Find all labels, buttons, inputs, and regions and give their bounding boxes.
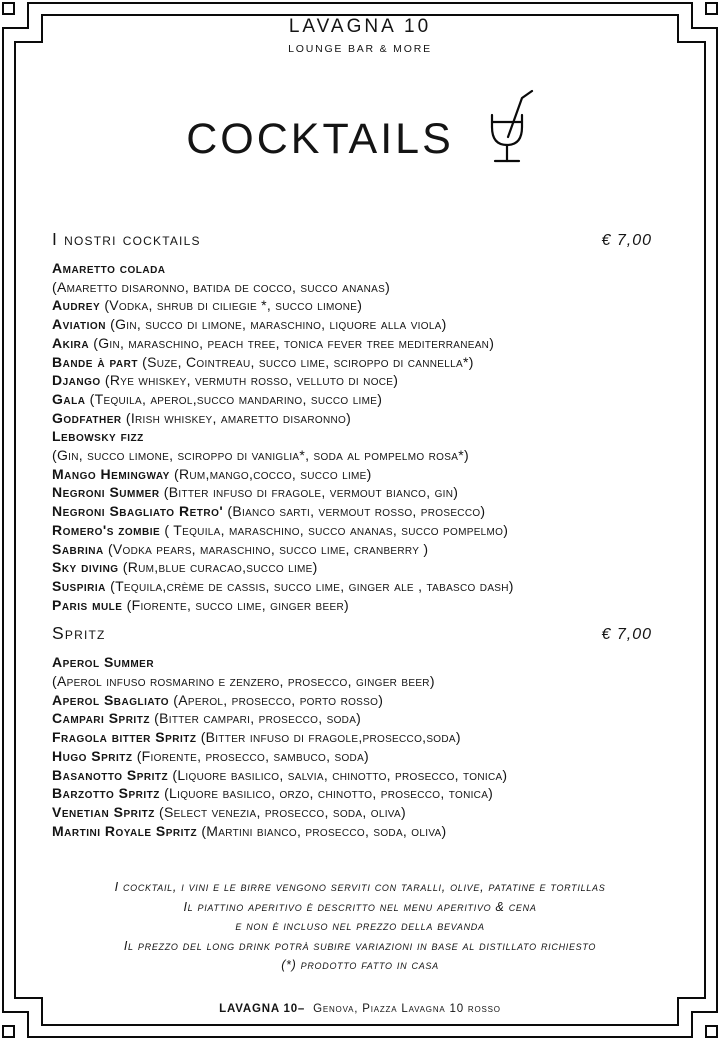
item-name: Negroni Sbagliato Retro' <box>52 503 224 520</box>
page-title-row <box>0 88 720 170</box>
item-ingredients: (Amaretto disaronno, batida de cocco, succo ananas) <box>52 278 391 295</box>
menu-item <box>52 296 652 315</box>
item-ingredients: (Aperol infuso rosmarino e zenzero, prosecco, ginger beer) <box>52 673 435 690</box>
menu-item <box>52 483 652 502</box>
menu-item <box>52 577 652 596</box>
note-line: Il prezzo del long drink potrà subire variazioni in base al distillato richiesto <box>123 938 597 953</box>
item-name: Campari Spritz <box>52 710 150 727</box>
item-name: Godfather <box>52 409 122 426</box>
item-ingredients: (Irish whiskey, amaretto disaronno) <box>125 409 352 426</box>
item-ingredients: (Rum,blue curacao,succo lime) <box>122 559 318 576</box>
item-ingredients: (Aperol, prosecco, porto rosso) <box>173 691 384 708</box>
item-name: Akira <box>52 334 90 351</box>
footer-brand: LAVAGNA 10– <box>219 1003 306 1015</box>
menu-section <box>52 622 652 840</box>
menu-item <box>52 596 652 615</box>
item-ingredients: (Rum,mango,cocco, succo lime) <box>174 465 372 482</box>
item-name: Fragola bitter Spritz <box>52 729 197 746</box>
corner-square-bottom-right <box>706 1026 717 1037</box>
item-ingredients: (Bitter campari, prosecco, soda) <box>154 710 362 727</box>
item-name: Romero's zombie <box>52 521 161 538</box>
menu-item <box>52 558 652 577</box>
menu-item <box>52 259 652 296</box>
section-items <box>52 653 652 840</box>
cocktail-glass-icon <box>484 88 534 170</box>
menu-item <box>52 766 652 785</box>
corner-square-bottom-left <box>3 1026 14 1037</box>
menu-item <box>52 502 652 521</box>
item-ingredients: (Fiorente, succo lime, ginger beer) <box>126 596 349 613</box>
item-name: Sky diving <box>52 559 119 576</box>
corner-square-top-left <box>3 3 14 14</box>
menu-item <box>52 409 652 428</box>
menu-sections <box>52 228 652 840</box>
item-name: Sabrina <box>52 540 104 557</box>
menu-item <box>52 427 652 464</box>
section-items <box>52 259 652 614</box>
item-name: Aviation <box>52 316 106 333</box>
item-name: Aperol Summer <box>52 654 155 671</box>
item-ingredients: (Fiorente, prosecco, sambuco, soda) <box>136 747 370 764</box>
item-ingredients: (Gin, succo limone, sciroppo di vaniglia*, soda al pompelmo rosa*) <box>52 447 469 464</box>
item-name: Aperol Sbagliato <box>52 691 170 708</box>
item-name: Barzotto Spritz <box>52 785 160 802</box>
brand-name: LAVAGNA 10 <box>288 16 432 37</box>
menu-notes <box>15 878 705 976</box>
item-ingredients: (Vodka pears, maraschino, succo lime, cranberry ) <box>107 540 429 557</box>
item-ingredients: (Martini bianco, prosecco, soda, oliva) <box>201 822 447 839</box>
menu-item <box>52 521 652 540</box>
item-ingredients: (Tequila, aperol,succo mandarino, succo lime) <box>89 390 383 407</box>
menu-item <box>52 371 652 390</box>
menu-item <box>52 822 652 841</box>
note-line: Il piattino aperitivo è descritto nel menu aperitivo & cena <box>183 899 537 914</box>
item-ingredients: (Bitter infuso di fragole,prosecco,soda) <box>200 729 461 746</box>
footer <box>0 1003 720 1015</box>
menu-item <box>52 653 652 690</box>
item-ingredients: (Liquore basilico, orzo, chinotto, prosecco, tonica) <box>164 785 494 802</box>
item-ingredients: (Suze, Cointreau, succo lime, sciroppo di cannella*) <box>142 353 474 370</box>
item-name: Bande à part <box>52 353 138 370</box>
section-header <box>52 622 652 646</box>
menu-item <box>52 334 652 353</box>
item-name: Negroni Summer <box>52 484 160 501</box>
menu-item <box>52 803 652 822</box>
section-header <box>52 228 652 252</box>
menu-item <box>52 728 652 747</box>
footer-address: Genova, Piazza Lavagna 10 rosso <box>313 1003 501 1015</box>
header <box>0 15 720 56</box>
menu-item <box>52 540 652 559</box>
section-title: I nostri cocktails <box>52 229 201 249</box>
menu-item <box>52 709 652 728</box>
item-ingredients: (Liquore basilico, salvia, chinotto, prosecco, tonica) <box>172 766 508 783</box>
item-ingredients: (Gin, maraschino, peach tree, tonica fever tree mediterranean) <box>93 334 495 351</box>
item-name: Venetian Spritz <box>52 803 155 820</box>
page-title: COCKTAILS <box>186 115 454 163</box>
menu-item <box>52 747 652 766</box>
menu-section <box>52 228 652 614</box>
item-ingredients: (Vodka, shrub di ciliegie *, succo limone) <box>104 297 363 314</box>
menu-item <box>52 691 652 710</box>
item-name: Hugo Spritz <box>52 747 133 764</box>
menu-item <box>52 465 652 484</box>
item-name: Lebowsky fizz <box>52 428 144 445</box>
note-line: e non è incluso nel prezzo della bevanda <box>235 919 485 933</box>
item-ingredients: (Gin, succo di limone, maraschino, liquore alla viola) <box>110 316 447 333</box>
note-line: (*) prodotto fatto in casa <box>281 958 439 972</box>
item-name: Mango Hemingway <box>52 465 170 482</box>
item-name: Suspiria <box>52 577 106 594</box>
menu-item <box>52 315 652 334</box>
item-ingredients: (Rye whiskey, vermuth rosso, velluto di noce) <box>104 372 399 389</box>
item-name: Paris mule <box>52 596 123 613</box>
item-name: Martini Royale Spritz <box>52 822 198 839</box>
item-ingredients: ( Tequila, maraschino, succo ananas, succo pompelmo) <box>164 521 509 538</box>
item-name: Audrey <box>52 297 101 314</box>
item-ingredients: (Bianco sarti, vermout rosso, prosecco) <box>227 503 486 520</box>
item-name: Gala <box>52 390 86 407</box>
item-name: Django <box>52 372 101 389</box>
section-title: Spritz <box>52 623 106 644</box>
item-name: Amaretto colada <box>52 260 166 276</box>
item-name: Basanotto Spritz <box>52 766 169 783</box>
menu-item <box>52 353 652 372</box>
brand-tagline: LOUNGE BAR & MORE <box>288 43 432 55</box>
menu-item <box>52 784 652 803</box>
item-ingredients: (Select venezia, prosecco, soda, oliva) <box>159 803 406 820</box>
item-ingredients: (Bitter infuso di fragole, vermout bianco, gin) <box>163 484 459 501</box>
menu-item <box>52 390 652 409</box>
section-price: € 7,00 <box>601 232 652 249</box>
item-ingredients: (Tequila,crème de cassis, succo lime, ginger ale , tabasco dash) <box>110 577 514 594</box>
section-price: € 7,00 <box>601 626 652 644</box>
corner-square-top-right <box>706 3 717 14</box>
note-line: I cocktail, i vini e le birre vengono serviti con taralli, olive, patatine e tortillas <box>114 880 606 894</box>
